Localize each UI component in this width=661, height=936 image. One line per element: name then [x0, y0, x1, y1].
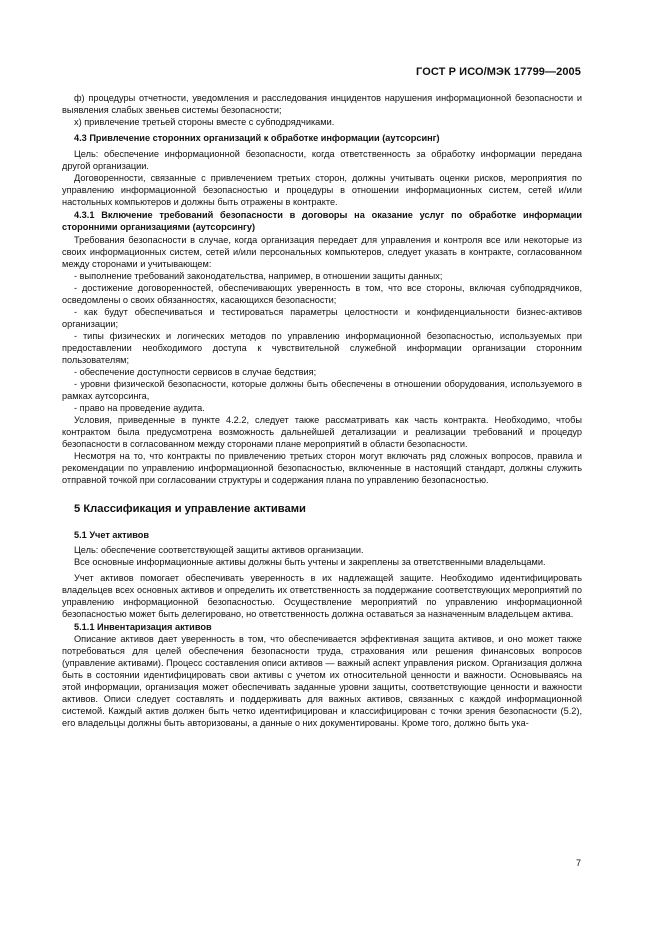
list-item: - право на проведение аудита. [74, 403, 205, 414]
section-heading-5-1-1: 5.1.1 Инвентаризация активов [74, 621, 212, 632]
paragraph: Учет активов помогает обеспечивать уверенность в их надлежащей защите. Необходимо идентифицировать владельцев всех основных активов и определить их ответственность за поддержание соответствующих мероприятий по управлению информационной безопасностью. Осуществление мероприятий по управлению информационной безопасностью может быть делегировано, но ответственность должна оставаться за назначенным владельцем актива. [62, 572, 582, 619]
paragraph: Условия, приведенные в пункте 4.2.2, следует также рассматривать как часть контракта. Необходимо, чтобы контрактом была предусмотрена возможность дальнейшей детализации и реализации требований и процедур безопасности в согласованном между сторонами плане мероприятий в области безопасности. [62, 415, 582, 450]
paragraph: Описание активов дает уверенность в том, что обеспечивается эффективная защита активов, и оно может также потребоваться для целей обеспечения безопасности труда, страхования или решения финансовых вопросов (управление активами). Процесс составления описи активов — важный аспект управления риском. Организация должна быть в состоянии идентифицировать свои активы с учетом их относительной ценности и важности. Основываясь на этой информации, организация может обеспечивать заданные уровни защиты, соответствующие ценности и важности активов. Описи следует составлять и поддерживать для важных активов, связанных с каждой информационной системой. Каждый актив должен быть четко идентифицирован и классифицирован с точки зрения безопасности (5.2), его владельцы должны быть авторизованы, а данные о них документированы. Кроме того, должно быть ука- [62, 633, 582, 729]
paragraph: Все основные информационные активы должны быть учтены и закреплены за ответственными владельцами. [74, 556, 546, 567]
list-item: - выполнение требований законодательства, например, в отношении защиты данных; [74, 270, 443, 281]
section-heading-4-3: 4.3 Привлечение сторонних организаций к обработке информации (аутсорсинг) [74, 133, 440, 144]
paragraph: Требования безопасности в случае, когда организация передает для управления и контроля все или некоторые из своих информационных систем, сетей и/или персональных компьютеров, следует указать в контракте, согласованном между сторонами и учитывающем: [62, 234, 582, 269]
paragraph: Несмотря на то, что контракты по привлечению третьих сторон могут включать ряд сложных вопросов, правила и рекомендации по управлению информационной безопасностью, включенные в настоящий стандарт, должны служить отправной точкой при согласовании структуры и содержания плана по управлению безопасностью. [62, 451, 582, 486]
paragraph: ф) процедуры отчетности, уведомления и расследования инцидентов нарушения информационной безопасности и выявления слабых звеньев системы безопасности; [62, 93, 582, 116]
paragraph: Договоренности, связанные с привлечением третьих сторон, должны учитывать оценки рисков, мероприятия по управлению информационной безопасностью и процедуры в отношении информационных систем, сетей и/или настольных компьютеров и должны быть отражены в контракте. [62, 173, 582, 208]
list-item: - как будут обеспечиваться и тестироваться параметры целостности и конфиденциальности бизнес-активов организации; [62, 306, 582, 329]
page-number: 7 [575, 858, 581, 868]
paragraph: Цель: обеспечение соответствующей защиты активов организации. [74, 544, 364, 555]
paragraph: Цель: обеспечение информационной безопасности, когда ответственность за обработку информации передана другой организации. [62, 149, 582, 172]
document-body [62, 92, 582, 729]
section-heading-5: 5 Классификация и управление активами [74, 502, 306, 515]
paragraph: х) привлечение третьей стороны вместе с субподрядчиками. [74, 117, 335, 128]
list-item: - уровни физической безопасности, которые должны быть обеспечены в отношении оборудования, используемого в рамках аутсорсинга, [62, 379, 582, 402]
list-item: - обеспечение доступности сервисов в случае бедствия; [74, 367, 317, 378]
list-item: - типы физических и логических методов по управлению информационной безопасностью, используемых при предоставлении необходимого доступа к чувствительной служебной информации организации сторонним пользователям; [62, 330, 582, 365]
section-heading-5-1: 5.1 Учет активов [74, 529, 150, 540]
list-item: - достижение договоренностей, обеспечивающих уверенность в том, что все стороны, включая субподрядчиков, осведомлены о своих обязанностях, касающихся безопасности; [62, 282, 582, 305]
section-heading-4-3-1: 4.3.1 Включение требований безопасности в договоры на оказание услуг по обработке информации сторонними организациями (аутсорсингу) [62, 210, 582, 233]
document-header: ГОСТ Р ИСО/МЭК 17799—2005 [416, 66, 581, 78]
